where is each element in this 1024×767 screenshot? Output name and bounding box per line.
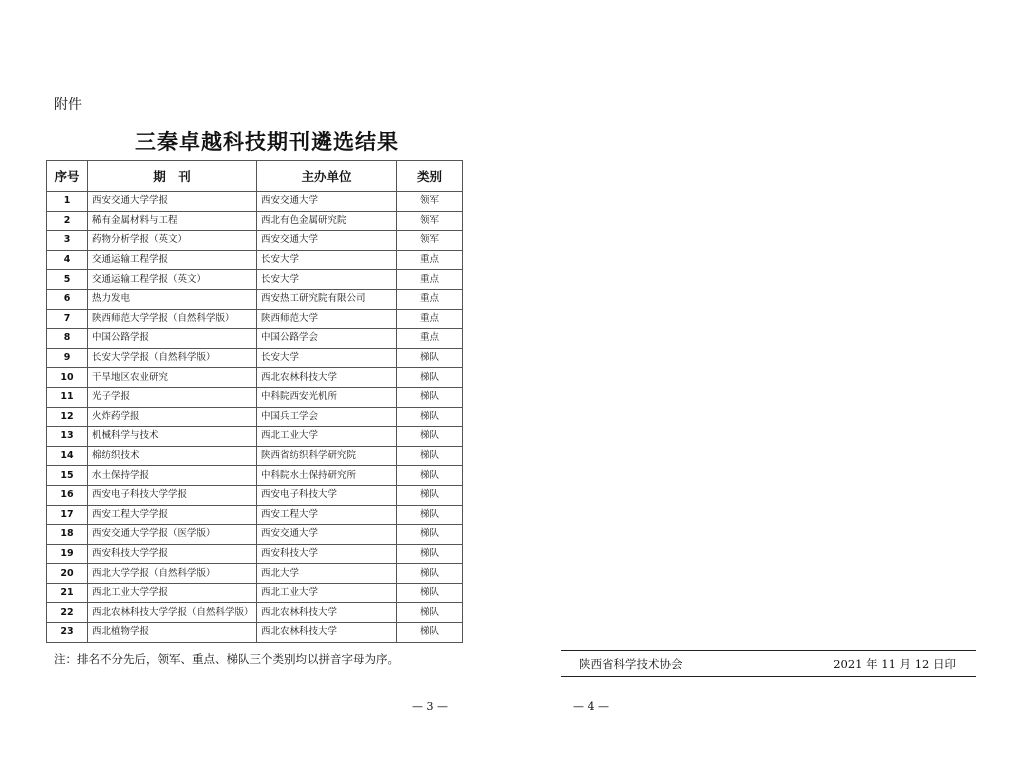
organizer-name: 西安工程大学	[257, 505, 397, 525]
document-title: 三秦卓越科技期刊遴选结果	[135, 129, 399, 154]
journal-name: 长安大学学报（自然科学版）	[88, 348, 257, 368]
category-label: 梯队	[397, 564, 463, 584]
table-header-row	[47, 161, 463, 192]
category-label: 梯队	[397, 485, 463, 505]
row-number: 1	[47, 192, 88, 212]
row-number: 11	[47, 387, 88, 407]
journal-name: 西安工程大学学报	[88, 505, 257, 525]
row-number: 3	[47, 231, 88, 251]
organizer-name: 西北工业大学	[257, 427, 397, 447]
table-row	[47, 250, 463, 270]
organizer-name: 中科院水土保持研究所	[257, 466, 397, 486]
table-row	[47, 603, 463, 623]
table-row	[47, 446, 463, 466]
journal-name: 西北大学学报（自然科学版）	[88, 564, 257, 584]
category-label: 梯队	[397, 544, 463, 564]
category-label: 梯队	[397, 368, 463, 388]
journal-name: 中国公路学报	[88, 329, 257, 349]
organizer-name: 陕西师范大学	[257, 309, 397, 329]
table-row	[47, 270, 463, 290]
category-label: 领军	[397, 231, 463, 251]
row-number: 7	[47, 309, 88, 329]
category-label: 领军	[397, 192, 463, 212]
journal-name: 光子学报	[88, 387, 257, 407]
issuer-name: 陕西省科学技术协会	[579, 657, 683, 671]
row-number: 15	[47, 466, 88, 486]
category-label: 梯队	[397, 583, 463, 603]
category-label: 重点	[397, 329, 463, 349]
journal-name: 药物分析学报（英文）	[88, 231, 257, 251]
journal-name: 交通运输工程学报	[88, 250, 257, 270]
issue-date: 2021 年 11 月 12 日印	[833, 657, 956, 671]
table-row	[47, 564, 463, 584]
row-number: 20	[47, 564, 88, 584]
header-journal: 期 刊	[88, 161, 257, 192]
journal-name: 西北植物学报	[88, 623, 257, 643]
organizer-name: 西北大学	[257, 564, 397, 584]
row-number: 22	[47, 603, 88, 623]
header-category: 类别	[397, 161, 463, 192]
category-label: 梯队	[397, 505, 463, 525]
page-number-4: — 4 —	[573, 700, 609, 713]
category-label: 梯队	[397, 466, 463, 486]
organizer-name: 西安热工研究院有限公司	[257, 289, 397, 309]
header-organizer: 主办单位	[257, 161, 397, 192]
imprint-block	[561, 650, 976, 677]
category-label: 梯队	[397, 407, 463, 427]
category-label: 领军	[397, 211, 463, 231]
organizer-name: 陕西省纺织科学研究院	[257, 446, 397, 466]
table-row	[47, 329, 463, 349]
organizer-name: 西安交通大学	[257, 192, 397, 212]
organizer-name: 西北有色金属研究院	[257, 211, 397, 231]
footnote: 注：排名不分先后，领军、重点、梯队三个类别均以拼音字母为序。	[54, 652, 399, 666]
category-label: 梯队	[397, 387, 463, 407]
table-row	[47, 289, 463, 309]
table-row	[47, 407, 463, 427]
organizer-name: 西北农林科技大学	[257, 603, 397, 623]
table-row	[47, 466, 463, 486]
category-label: 重点	[397, 250, 463, 270]
category-label: 梯队	[397, 525, 463, 545]
table-row	[47, 485, 463, 505]
category-label: 重点	[397, 289, 463, 309]
table-row	[47, 309, 463, 329]
organizer-name: 中国兵工学会	[257, 407, 397, 427]
table-row	[47, 192, 463, 212]
journal-name: 西北农林科技大学学报（自然科学版）	[88, 603, 257, 623]
table-row	[47, 427, 463, 447]
row-number: 13	[47, 427, 88, 447]
organizer-name: 西北工业大学	[257, 583, 397, 603]
row-number: 9	[47, 348, 88, 368]
table-body	[47, 192, 463, 643]
organizer-name: 西北农林科技大学	[257, 623, 397, 643]
row-number: 2	[47, 211, 88, 231]
row-number: 10	[47, 368, 88, 388]
table-row	[47, 231, 463, 251]
organizer-name: 西安交通大学	[257, 525, 397, 545]
journal-name: 西安交通大学学报	[88, 192, 257, 212]
row-number: 17	[47, 505, 88, 525]
table-row	[47, 387, 463, 407]
journal-name: 干旱地区农业研究	[88, 368, 257, 388]
journal-name: 陕西师范大学学报（自然科学版）	[88, 309, 257, 329]
table-row	[47, 623, 463, 643]
organizer-name: 长安大学	[257, 270, 397, 290]
row-number: 14	[47, 446, 88, 466]
table-row	[47, 505, 463, 525]
organizer-name: 中科院西安光机所	[257, 387, 397, 407]
journal-name: 西安电子科技大学学报	[88, 485, 257, 505]
table-row	[47, 211, 463, 231]
table-row	[47, 525, 463, 545]
category-label: 梯队	[397, 446, 463, 466]
journal-name: 机械科学与技术	[88, 427, 257, 447]
category-label: 梯队	[397, 623, 463, 643]
organizer-name: 中国公路学会	[257, 329, 397, 349]
journal-name: 稀有金属材料与工程	[88, 211, 257, 231]
row-number: 21	[47, 583, 88, 603]
journal-name: 西北工业大学学报	[88, 583, 257, 603]
journal-name: 火炸药学报	[88, 407, 257, 427]
row-number: 5	[47, 270, 88, 290]
organizer-name: 西安科技大学	[257, 544, 397, 564]
category-label: 梯队	[397, 348, 463, 368]
journal-name: 西安交通大学学报（医学版）	[88, 525, 257, 545]
header-no: 序号	[47, 161, 88, 192]
category-label: 重点	[397, 309, 463, 329]
journal-name: 棉纺织技术	[88, 446, 257, 466]
row-number: 16	[47, 485, 88, 505]
row-number: 19	[47, 544, 88, 564]
table-row	[47, 368, 463, 388]
category-label: 重点	[397, 270, 463, 290]
organizer-name: 长安大学	[257, 250, 397, 270]
row-number: 18	[47, 525, 88, 545]
table-row	[47, 348, 463, 368]
journal-name: 热力发电	[88, 289, 257, 309]
row-number: 8	[47, 329, 88, 349]
table-row	[47, 544, 463, 564]
organizer-name: 西安电子科技大学	[257, 485, 397, 505]
category-label: 梯队	[397, 603, 463, 623]
journal-name: 水土保持学报	[88, 466, 257, 486]
journal-name: 西安科技大学学报	[88, 544, 257, 564]
category-label: 梯队	[397, 427, 463, 447]
row-number: 23	[47, 623, 88, 643]
journal-name: 交通运输工程学报（英文）	[88, 270, 257, 290]
row-number: 4	[47, 250, 88, 270]
organizer-name: 长安大学	[257, 348, 397, 368]
row-number: 12	[47, 407, 88, 427]
attachment-label: 附件	[54, 97, 82, 113]
table-row	[47, 583, 463, 603]
organizer-name: 西安交通大学	[257, 231, 397, 251]
results-table	[46, 160, 463, 643]
row-number: 6	[47, 289, 88, 309]
page-number-3: — 3 —	[412, 700, 448, 713]
organizer-name: 西北农林科技大学	[257, 368, 397, 388]
